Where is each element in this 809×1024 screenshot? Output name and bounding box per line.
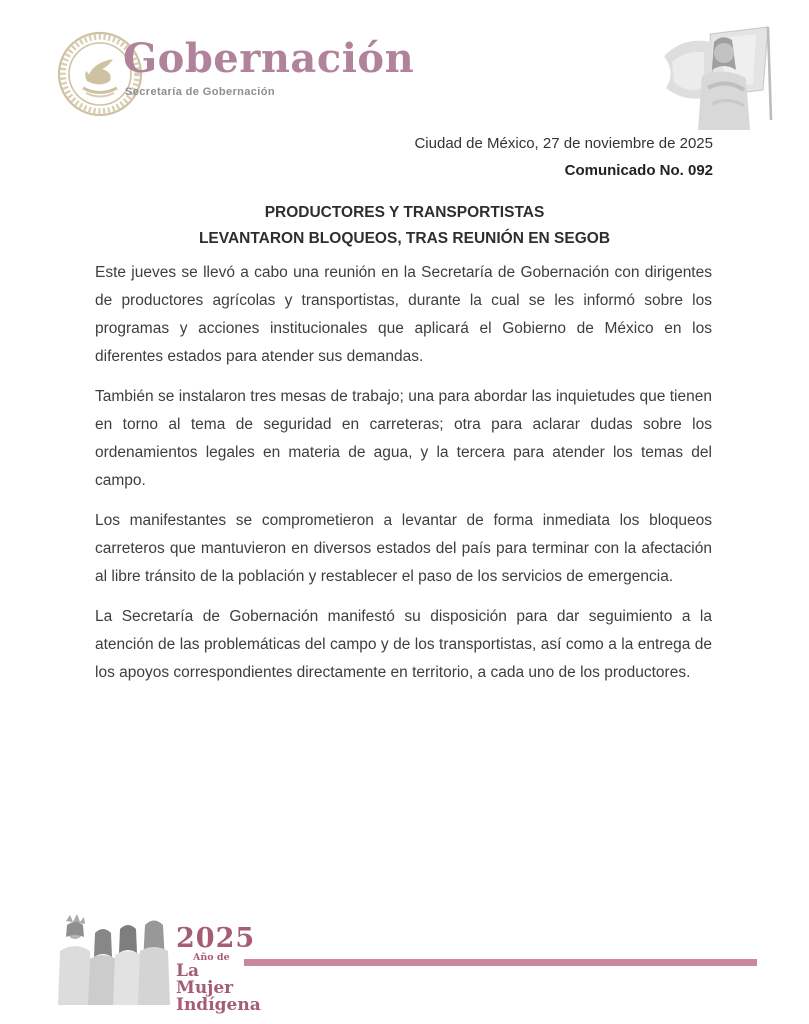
campaign-year-label: Año de xyxy=(193,952,230,963)
dateline: Ciudad de México, 27 de noviembre de 2025 xyxy=(414,135,713,152)
campaign-year: 2025 xyxy=(176,923,256,954)
paragraph-2: También se instalaron tres mesas de trabajo; una para abordar las inquietudes que tienen en torno al tema de seguridad en carreteras; otra para aclarar dudas sobre los ordenamientos legales en materia de agua, y la tercera para atender los temas del campo. xyxy=(95,388,712,489)
title-line-1: PRODUCTORES Y TRANSPORTISTAS xyxy=(264,204,545,221)
title-line-2: LEVANTARON BLOQUEOS, TRAS REUNIÓN EN SEGOB xyxy=(198,230,611,247)
agency-tagline: Secretaría de Gobernación xyxy=(125,86,275,98)
footer-divider-bar xyxy=(244,959,757,966)
flag-bearer-illustration xyxy=(652,24,790,132)
meta-block xyxy=(95,130,713,184)
indigenous-women-illustration xyxy=(54,913,174,1005)
campaign-name-line-2: Indígena xyxy=(176,995,261,1015)
paragraph-4: La Secretaría de Gobernación manifestó su disposición para dar seguimiento a la atención de las problemáticas del campo y de los transportistas, así como a la entrega de los apoyos correspondientes directamente en territorio, a cada uno de los productores. xyxy=(95,608,712,681)
press-release-title xyxy=(0,200,809,252)
press-release-body xyxy=(95,259,712,699)
bulletin-number: Comunicado No. 092 xyxy=(564,162,713,179)
agency-wordmark: Gobernación xyxy=(123,35,415,82)
agency-logo xyxy=(123,36,414,98)
paragraph-3: Los manifestantes se comprometieron a levantar de forma inmediata los bloqueos carreteros que mantuvieron en diversos estados del país para terminar con la afectación al libre tránsito de la población y restablecer el paso de los servicios de emergencia. xyxy=(95,512,712,585)
campaign-name-line-1: La Mujer xyxy=(176,961,234,998)
paragraph-1: Este jueves se llevó a cabo una reunión en la Secretaría de Gobernación con dirigentes de productores agrícolas y transportistas, durante la cual se les informó sobre los programas y acciones institucionales que aplicará el Gobierno de México en los diferentes estados para atender sus demandas. xyxy=(95,264,712,365)
campaign-badge xyxy=(176,923,261,1015)
